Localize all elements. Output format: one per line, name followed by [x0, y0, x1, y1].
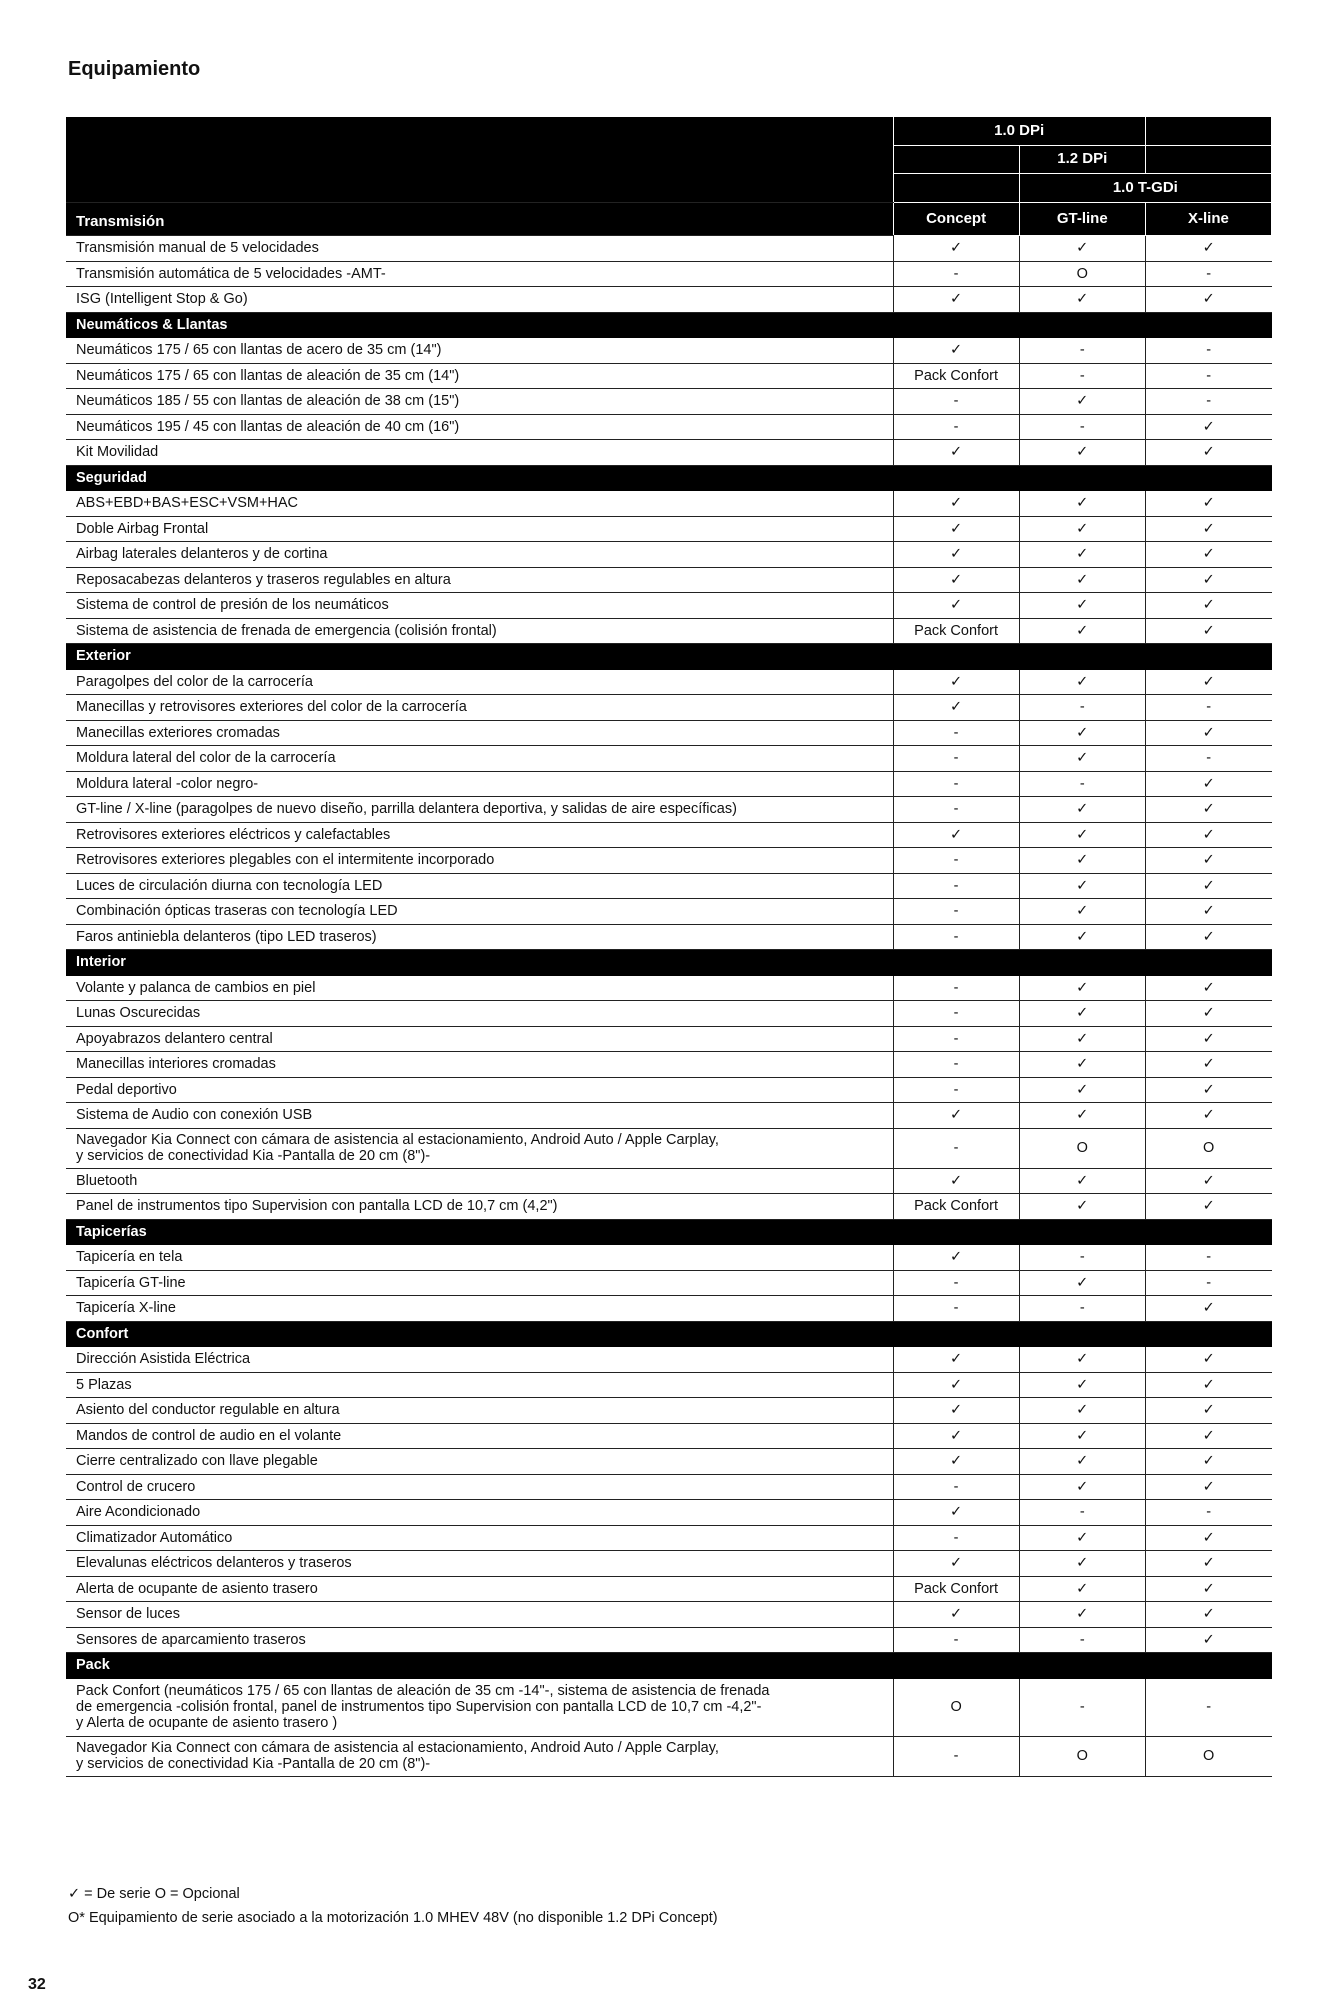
value-x-line: - [1145, 1678, 1271, 1736]
value-gt-line: ✓ [1019, 1168, 1145, 1194]
value-x-line: ✓ [1145, 899, 1271, 925]
table-row [66, 287, 1272, 313]
table-row [66, 771, 1272, 797]
feature-name: Panel de instrumentos tipo Supervision con pantalla LCD de 10,7 cm (4,2") [66, 1194, 893, 1220]
feature-name: Combinación ópticas traseras con tecnología LED [66, 899, 893, 925]
feature-name: Neumáticos 175 / 65 con llantas de aleación de 35 cm (14") [66, 363, 893, 389]
engine-label-3: 1.0 T-GDi [1019, 174, 1271, 203]
value-concept: ✓ [893, 1347, 1019, 1373]
value-gt-line: ✓ [1019, 669, 1145, 695]
value-x-line: ✓ [1145, 975, 1271, 1001]
value-gt-line: ✓ [1019, 746, 1145, 772]
section-header-row [66, 465, 1272, 491]
legend-symbols: ✓ = De serie O = Opcional [68, 1886, 240, 1902]
feature-name: Asiento del conductor regulable en altura [66, 1398, 893, 1424]
table-row [66, 593, 1272, 619]
table-row [66, 1500, 1272, 1526]
value-x-line: - [1145, 261, 1271, 287]
value-concept: - [893, 975, 1019, 1001]
table-row [66, 720, 1272, 746]
value-gt-line: ✓ [1019, 1077, 1145, 1103]
feature-name: Faros antiniebla delanteros (tipo LED traseros) [66, 924, 893, 950]
value-concept: ✓ [893, 1602, 1019, 1628]
feature-name: Aire Acondicionado [66, 1500, 893, 1526]
feature-name: Neumáticos 175 / 65 con llantas de acero de 35 cm (14") [66, 338, 893, 364]
table-row [66, 542, 1272, 568]
value-concept: ✓ [893, 1423, 1019, 1449]
value-x-line: ✓ [1145, 1398, 1271, 1424]
value-gt-line: ✓ [1019, 1423, 1145, 1449]
value-concept: ✓ [893, 1372, 1019, 1398]
value-x-line: - [1145, 1500, 1271, 1526]
feature-name: Doble Airbag Frontal [66, 516, 893, 542]
feature-name: Bluetooth [66, 1168, 893, 1194]
feature-name: Elevalunas eléctricos delanteros y traseros [66, 1551, 893, 1577]
value-gt-line: ✓ [1019, 924, 1145, 950]
table-row [66, 491, 1272, 517]
value-concept: Pack Confort [893, 1194, 1019, 1220]
feature-name: Cierre centralizado con llave plegable [66, 1449, 893, 1475]
value-x-line: ✓ [1145, 924, 1271, 950]
value-concept: - [893, 771, 1019, 797]
value-x-line: ✓ [1145, 567, 1271, 593]
value-gt-line: O [1019, 261, 1145, 287]
feature-name: Retrovisores exteriores eléctricos y calefactables [66, 822, 893, 848]
value-x-line: ✓ [1145, 1372, 1271, 1398]
section-header-row [66, 950, 1272, 976]
table-row [66, 567, 1272, 593]
feature-name: Retrovisores exteriores plegables con el intermitente incorporado [66, 848, 893, 874]
table-row [66, 1270, 1272, 1296]
feature-name: Reposacabezas delanteros y traseros regulables en altura [66, 567, 893, 593]
value-x-line: - [1145, 1245, 1271, 1271]
value-concept: - [893, 1627, 1019, 1653]
section-header-row [66, 644, 1272, 670]
value-concept: ✓ [893, 1398, 1019, 1424]
value-x-line: ✓ [1145, 236, 1271, 262]
value-concept: - [893, 873, 1019, 899]
feature-name: Tapicería en tela [66, 1245, 893, 1271]
table-row [66, 338, 1272, 364]
table-row [66, 1551, 1272, 1577]
feature-name: ABS+EBD+BAS+ESC+VSM+HAC [66, 491, 893, 517]
value-concept: - [893, 1026, 1019, 1052]
table-row [66, 1347, 1272, 1373]
feature-name: Dirección Asistida Eléctrica [66, 1347, 893, 1373]
section-header-row [66, 312, 1272, 338]
value-x-line: ✓ [1145, 1347, 1271, 1373]
value-gt-line: ✓ [1019, 618, 1145, 644]
value-concept: - [893, 899, 1019, 925]
section-header-row [66, 1219, 1272, 1245]
value-concept: ✓ [893, 1168, 1019, 1194]
value-gt-line: ✓ [1019, 873, 1145, 899]
header-cell-blank [893, 145, 1019, 174]
value-concept: ✓ [893, 338, 1019, 364]
value-gt-line: ✓ [1019, 797, 1145, 823]
legend-note: O* Equipamiento de serie asociado a la motorización 1.0 MHEV 48V (no disponible 1.2 DPi Concept) [68, 1910, 718, 1926]
value-x-line: ✓ [1145, 1449, 1271, 1475]
table-row [66, 414, 1272, 440]
value-x-line: ✓ [1145, 1576, 1271, 1602]
table-row [66, 797, 1272, 823]
value-x-line: ✓ [1145, 822, 1271, 848]
value-x-line: ✓ [1145, 669, 1271, 695]
feature-name: Tapicería GT-line [66, 1270, 893, 1296]
table-row [66, 1168, 1272, 1194]
page-number: 32 [28, 1976, 46, 1993]
feature-name: Airbag laterales delanteros y de cortina [66, 542, 893, 568]
table-row [66, 1736, 1272, 1776]
header-cell-blank [1145, 145, 1271, 174]
section-header-row [66, 1321, 1272, 1347]
table-row [66, 695, 1272, 721]
value-gt-line: ✓ [1019, 1052, 1145, 1078]
page-title: Equipamiento [68, 58, 201, 80]
value-x-line: ✓ [1145, 1296, 1271, 1322]
header-blank [66, 117, 893, 203]
feature-name: Control de crucero [66, 1474, 893, 1500]
table-row [66, 1449, 1272, 1475]
value-x-line: ✓ [1145, 1194, 1271, 1220]
value-gt-line: ✓ [1019, 542, 1145, 568]
value-concept: - [893, 848, 1019, 874]
value-gt-line: O [1019, 1128, 1145, 1168]
feature-name: Navegador Kia Connect con cámara de asistencia al estacionamiento, Android Auto / Apple Carplay, y servicios de conectividad Kia -Pantalla de 20 cm (8")- [66, 1128, 893, 1168]
section-header: Seguridad [66, 465, 1272, 491]
value-x-line: ✓ [1145, 1001, 1271, 1027]
value-gt-line: ✓ [1019, 1551, 1145, 1577]
value-concept: ✓ [893, 542, 1019, 568]
feature-name: Alerta de ocupante de asiento trasero [66, 1576, 893, 1602]
value-x-line: ✓ [1145, 618, 1271, 644]
value-x-line: - [1145, 695, 1271, 721]
section-header: Interior [66, 950, 1272, 976]
value-gt-line: ✓ [1019, 1602, 1145, 1628]
trim-header-x-line: X-line [1145, 202, 1271, 236]
value-x-line: ✓ [1145, 542, 1271, 568]
value-gt-line: ✓ [1019, 593, 1145, 619]
table-row [66, 1398, 1272, 1424]
value-concept: ✓ [893, 236, 1019, 262]
feature-name: Apoyabrazos delantero central [66, 1026, 893, 1052]
value-x-line: ✓ [1145, 414, 1271, 440]
value-concept: - [893, 1525, 1019, 1551]
value-concept: Pack Confort [893, 618, 1019, 644]
value-concept: - [893, 1052, 1019, 1078]
section-header: Tapicerías [66, 1219, 1272, 1245]
value-concept: ✓ [893, 1551, 1019, 1577]
section-header-row [66, 1653, 1272, 1679]
value-gt-line: ✓ [1019, 287, 1145, 313]
value-x-line: ✓ [1145, 797, 1271, 823]
value-x-line: ✓ [1145, 516, 1271, 542]
value-x-line: ✓ [1145, 1026, 1271, 1052]
value-gt-line: - [1019, 338, 1145, 364]
value-x-line: ✓ [1145, 1525, 1271, 1551]
table-row [66, 516, 1272, 542]
table-row [66, 1576, 1272, 1602]
value-concept: - [893, 797, 1019, 823]
value-concept: - [893, 924, 1019, 950]
section-header: Confort [66, 1321, 1272, 1347]
section-header: Exterior [66, 644, 1272, 670]
value-gt-line: ✓ [1019, 1474, 1145, 1500]
value-gt-line: ✓ [1019, 848, 1145, 874]
table-row [66, 1052, 1272, 1078]
value-gt-line: ✓ [1019, 1525, 1145, 1551]
value-x-line: ✓ [1145, 1423, 1271, 1449]
value-concept: - [893, 1736, 1019, 1776]
table-row [66, 1026, 1272, 1052]
value-gt-line: ✓ [1019, 1270, 1145, 1296]
value-x-line: ✓ [1145, 1103, 1271, 1129]
value-gt-line: - [1019, 771, 1145, 797]
table-row [66, 669, 1272, 695]
table-row [66, 618, 1272, 644]
value-x-line: - [1145, 363, 1271, 389]
table-row [66, 848, 1272, 874]
table-row [66, 1678, 1272, 1736]
table-row [66, 389, 1272, 415]
value-x-line: O [1145, 1128, 1271, 1168]
table-row [66, 261, 1272, 287]
value-concept: - [893, 261, 1019, 287]
value-gt-line: ✓ [1019, 1449, 1145, 1475]
feature-name: Manecillas interiores cromadas [66, 1052, 893, 1078]
value-gt-line: - [1019, 695, 1145, 721]
table-row [66, 1627, 1272, 1653]
value-concept: ✓ [893, 669, 1019, 695]
feature-name: Mandos de control de audio en el volante [66, 1423, 893, 1449]
table-row [66, 746, 1272, 772]
table-row [66, 924, 1272, 950]
value-concept: - [893, 1001, 1019, 1027]
feature-name: GT-line / X-line (paragolpes de nuevo diseño, parrilla delantera deportiva, y salidas de aire específicas) [66, 797, 893, 823]
value-x-line: - [1145, 746, 1271, 772]
value-x-line: ✓ [1145, 1602, 1271, 1628]
value-gt-line: - [1019, 1627, 1145, 1653]
value-concept: - [893, 1270, 1019, 1296]
table-row [66, 1296, 1272, 1322]
table-row [66, 975, 1272, 1001]
table-row [66, 822, 1272, 848]
value-concept: - [893, 746, 1019, 772]
value-gt-line: ✓ [1019, 516, 1145, 542]
value-gt-line: ✓ [1019, 1398, 1145, 1424]
feature-name: 5 Plazas [66, 1372, 893, 1398]
value-x-line: ✓ [1145, 848, 1271, 874]
value-concept: ✓ [893, 1103, 1019, 1129]
value-gt-line: O [1019, 1736, 1145, 1776]
header-cell-blank [1145, 117, 1271, 146]
feature-name: Neumáticos 185 / 55 con llantas de aleación de 38 cm (15") [66, 389, 893, 415]
value-x-line: O [1145, 1736, 1271, 1776]
value-gt-line: - [1019, 1296, 1145, 1322]
legend [68, 1882, 718, 1930]
equipment-table [66, 116, 1272, 1777]
value-gt-line: ✓ [1019, 720, 1145, 746]
feature-name: ISG (Intelligent Stop & Go) [66, 287, 893, 313]
engine-label-2: 1.2 DPi [1019, 145, 1145, 174]
feature-name: Luces de circulación diurna con tecnología LED [66, 873, 893, 899]
value-gt-line: ✓ [1019, 975, 1145, 1001]
value-concept: - [893, 1474, 1019, 1500]
value-gt-line: ✓ [1019, 899, 1145, 925]
feature-name: Sistema de asistencia de frenada de emergencia (colisión frontal) [66, 618, 893, 644]
value-concept: - [893, 1296, 1019, 1322]
value-gt-line: ✓ [1019, 1026, 1145, 1052]
table-row [66, 1423, 1272, 1449]
feature-name: Tapicería X-line [66, 1296, 893, 1322]
value-x-line: ✓ [1145, 1052, 1271, 1078]
value-x-line: ✓ [1145, 491, 1271, 517]
table-row [66, 1077, 1272, 1103]
value-concept: ✓ [893, 695, 1019, 721]
value-x-line: ✓ [1145, 771, 1271, 797]
value-gt-line: ✓ [1019, 567, 1145, 593]
value-concept: - [893, 1128, 1019, 1168]
value-gt-line: - [1019, 363, 1145, 389]
feature-name: Neumáticos 195 / 45 con llantas de aleación de 40 cm (16") [66, 414, 893, 440]
header-cell-blank [893, 174, 1019, 203]
trim-header-gt-line: GT-line [1019, 202, 1145, 236]
feature-name: Sensores de aparcamiento traseros [66, 1627, 893, 1653]
table-row [66, 1602, 1272, 1628]
value-gt-line: ✓ [1019, 389, 1145, 415]
feature-name: Navegador Kia Connect con cámara de asistencia al estacionamiento, Android Auto / Apple Carplay, y servicios de conectividad Kia -Pantalla de 20 cm (8")- [66, 1736, 893, 1776]
table-row [66, 236, 1272, 262]
section-header: Neumáticos & Llantas [66, 312, 1272, 338]
section-header-transmision: Transmisión [66, 202, 893, 236]
feature-name: Manecillas y retrovisores exteriores del color de la carrocería [66, 695, 893, 721]
feature-name: Manecillas exteriores cromadas [66, 720, 893, 746]
value-concept: ✓ [893, 440, 1019, 466]
value-concept: ✓ [893, 822, 1019, 848]
value-x-line: ✓ [1145, 287, 1271, 313]
value-gt-line: ✓ [1019, 822, 1145, 848]
value-concept: Pack Confort [893, 363, 1019, 389]
value-x-line: - [1145, 338, 1271, 364]
value-gt-line: - [1019, 1245, 1145, 1271]
table-row [66, 1245, 1272, 1271]
value-concept: ✓ [893, 491, 1019, 517]
value-x-line: ✓ [1145, 1168, 1271, 1194]
value-concept: O [893, 1678, 1019, 1736]
section-header: Pack [66, 1653, 1272, 1679]
value-x-line: ✓ [1145, 1627, 1271, 1653]
table-body [66, 236, 1272, 1777]
feature-name: Moldura lateral -color negro- [66, 771, 893, 797]
value-x-line: - [1145, 389, 1271, 415]
feature-name: Transmisión automática de 5 velocidades -AMT- [66, 261, 893, 287]
table-row [66, 1474, 1272, 1500]
trim-header-concept: Concept [893, 202, 1019, 236]
value-x-line: ✓ [1145, 1474, 1271, 1500]
value-concept: - [893, 414, 1019, 440]
value-concept: ✓ [893, 1245, 1019, 1271]
feature-name: Kit Movilidad [66, 440, 893, 466]
value-concept: - [893, 1077, 1019, 1103]
value-gt-line: - [1019, 414, 1145, 440]
value-concept: ✓ [893, 287, 1019, 313]
value-gt-line: - [1019, 1678, 1145, 1736]
value-x-line: - [1145, 1270, 1271, 1296]
value-gt-line: ✓ [1019, 1194, 1145, 1220]
feature-name: Transmisión manual de 5 velocidades [66, 236, 893, 262]
value-concept: ✓ [893, 567, 1019, 593]
feature-name: Paragolpes del color de la carrocería [66, 669, 893, 695]
value-x-line: ✓ [1145, 1551, 1271, 1577]
value-gt-line: ✓ [1019, 440, 1145, 466]
feature-name: Volante y palanca de cambios en piel [66, 975, 893, 1001]
engine-label-1: 1.0 DPi [893, 117, 1145, 146]
value-gt-line: ✓ [1019, 1001, 1145, 1027]
value-concept: ✓ [893, 1449, 1019, 1475]
value-concept: Pack Confort [893, 1576, 1019, 1602]
value-concept: ✓ [893, 516, 1019, 542]
value-concept: ✓ [893, 1500, 1019, 1526]
feature-name: Moldura lateral del color de la carrocería [66, 746, 893, 772]
table-row [66, 1194, 1272, 1220]
table-row [66, 1103, 1272, 1129]
table-row [66, 363, 1272, 389]
value-gt-line: ✓ [1019, 1103, 1145, 1129]
value-concept: - [893, 389, 1019, 415]
table-row [66, 1001, 1272, 1027]
value-gt-line: ✓ [1019, 1372, 1145, 1398]
table-row [66, 1372, 1272, 1398]
feature-name: Sistema de control de presión de los neumáticos [66, 593, 893, 619]
feature-name: Climatizador Automático [66, 1525, 893, 1551]
value-gt-line: ✓ [1019, 1576, 1145, 1602]
value-concept: - [893, 720, 1019, 746]
value-gt-line: ✓ [1019, 491, 1145, 517]
table-row [66, 873, 1272, 899]
feature-name: Sistema de Audio con conexión USB [66, 1103, 893, 1129]
table-row [66, 440, 1272, 466]
table-row [66, 1525, 1272, 1551]
value-gt-line: ✓ [1019, 1347, 1145, 1373]
table-row [66, 899, 1272, 925]
value-concept: ✓ [893, 593, 1019, 619]
value-gt-line: - [1019, 1500, 1145, 1526]
value-x-line: ✓ [1145, 593, 1271, 619]
feature-name: Pedal deportivo [66, 1077, 893, 1103]
feature-name: Lunas Oscurecidas [66, 1001, 893, 1027]
value-gt-line: ✓ [1019, 236, 1145, 262]
value-x-line: ✓ [1145, 1077, 1271, 1103]
value-x-line: ✓ [1145, 873, 1271, 899]
table-row [66, 1128, 1272, 1168]
value-x-line: ✓ [1145, 440, 1271, 466]
feature-name: Pack Confort (neumáticos 175 / 65 con llantas de aleación de 35 cm -14"-, sistema de asistencia de frenada de emergencia -colisión frontal, panel de instrumentos tipo Supervision con pantalla LCD de 10,7 cm -4,2"- y Alerta de ocupante de asiento trasero ) [66, 1678, 893, 1736]
value-x-line: ✓ [1145, 720, 1271, 746]
feature-name: Sensor de luces [66, 1602, 893, 1628]
